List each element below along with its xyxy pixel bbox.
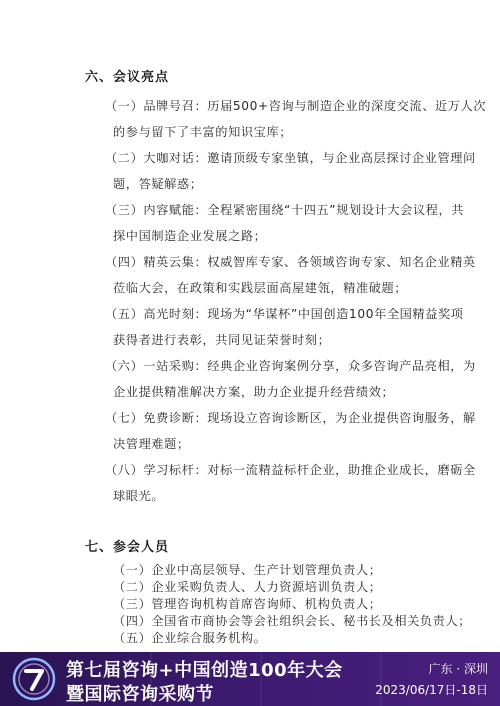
section-title-highlights: 六、会议亮点 [85, 70, 170, 85]
attendee-item: （四）全国省市商协会等会社组织会长、秘书长及相关负责人； [113, 614, 472, 628]
highlight-line: 的参与留下了丰富的知识宝库； [113, 125, 293, 139]
event-logo-icon [12, 657, 56, 701]
attendee-item: （二）企业采购负责人、人力资源培训负责人； [113, 580, 382, 594]
event-date: 2023/06/17日-18日 [375, 683, 488, 697]
highlight-line: 莅临大会，在政策和实践层面高屋建瓴，精准破题； [113, 281, 408, 295]
highlight-line: 球眼光。 [113, 489, 165, 503]
highlight-line: 探中国制造企业发展之路； [113, 229, 267, 243]
section-title-attendees: 七、参会人员 [85, 540, 170, 555]
event-location: 广东 · 深圳 [428, 662, 488, 676]
highlight-line: 获得者进行表彰，共同见证荣誉时刻； [113, 333, 331, 347]
attendee-item: （三）管理咨询机构首席咨询师、机构负责人； [113, 597, 382, 611]
event-title-line2: 暨国际咨询采购节 [66, 684, 214, 705]
highlight-line: （三）内容赋能：全程紧密围绕“十四五”规划设计大会议程，共 [105, 203, 465, 217]
attendee-item: （一）企业中高层领导、生产计划管理负责人； [113, 563, 382, 577]
attendee-item: （五）企业综合服务机构。 [113, 631, 267, 645]
highlight-line: 决管理难题； [113, 437, 190, 451]
highlight-line: （一）品牌号召：历届500+咨询与制造企业的深度交流、近万人次 [105, 99, 487, 113]
event-title-line1: 第七届咨询+中国创造100年大会 [66, 660, 343, 681]
event-footer-banner [0, 652, 500, 706]
highlight-line: （六）一站采购：经典企业咨询案例分享，众多咨询产品亮相，为 [105, 359, 476, 373]
highlight-line: （八）学习标杆：对标一流精益标杆企业，助推企业成长，磨砺全 [105, 463, 476, 477]
highlight-line: （四）精英云集：权威智库专家、各领域咨询专家、知名企业精英 [105, 255, 476, 269]
highlight-line: （七）免费诊断：现场设立咨询诊断区，为企业提供咨询服务，解 [105, 411, 476, 425]
highlight-line: 题，答疑解惑； [113, 177, 203, 191]
highlight-line: 企业提供精准解决方案，助力企业提升经营绩效； [113, 385, 395, 399]
highlight-line: （五）高光时刻：现场为“华谋杯”中国创造100年全国精益奖项 [105, 307, 464, 321]
highlight-line: （二）大咖对话：邀请顶级专家坐镇，与企业高层探讨企业管理问 [105, 151, 476, 165]
